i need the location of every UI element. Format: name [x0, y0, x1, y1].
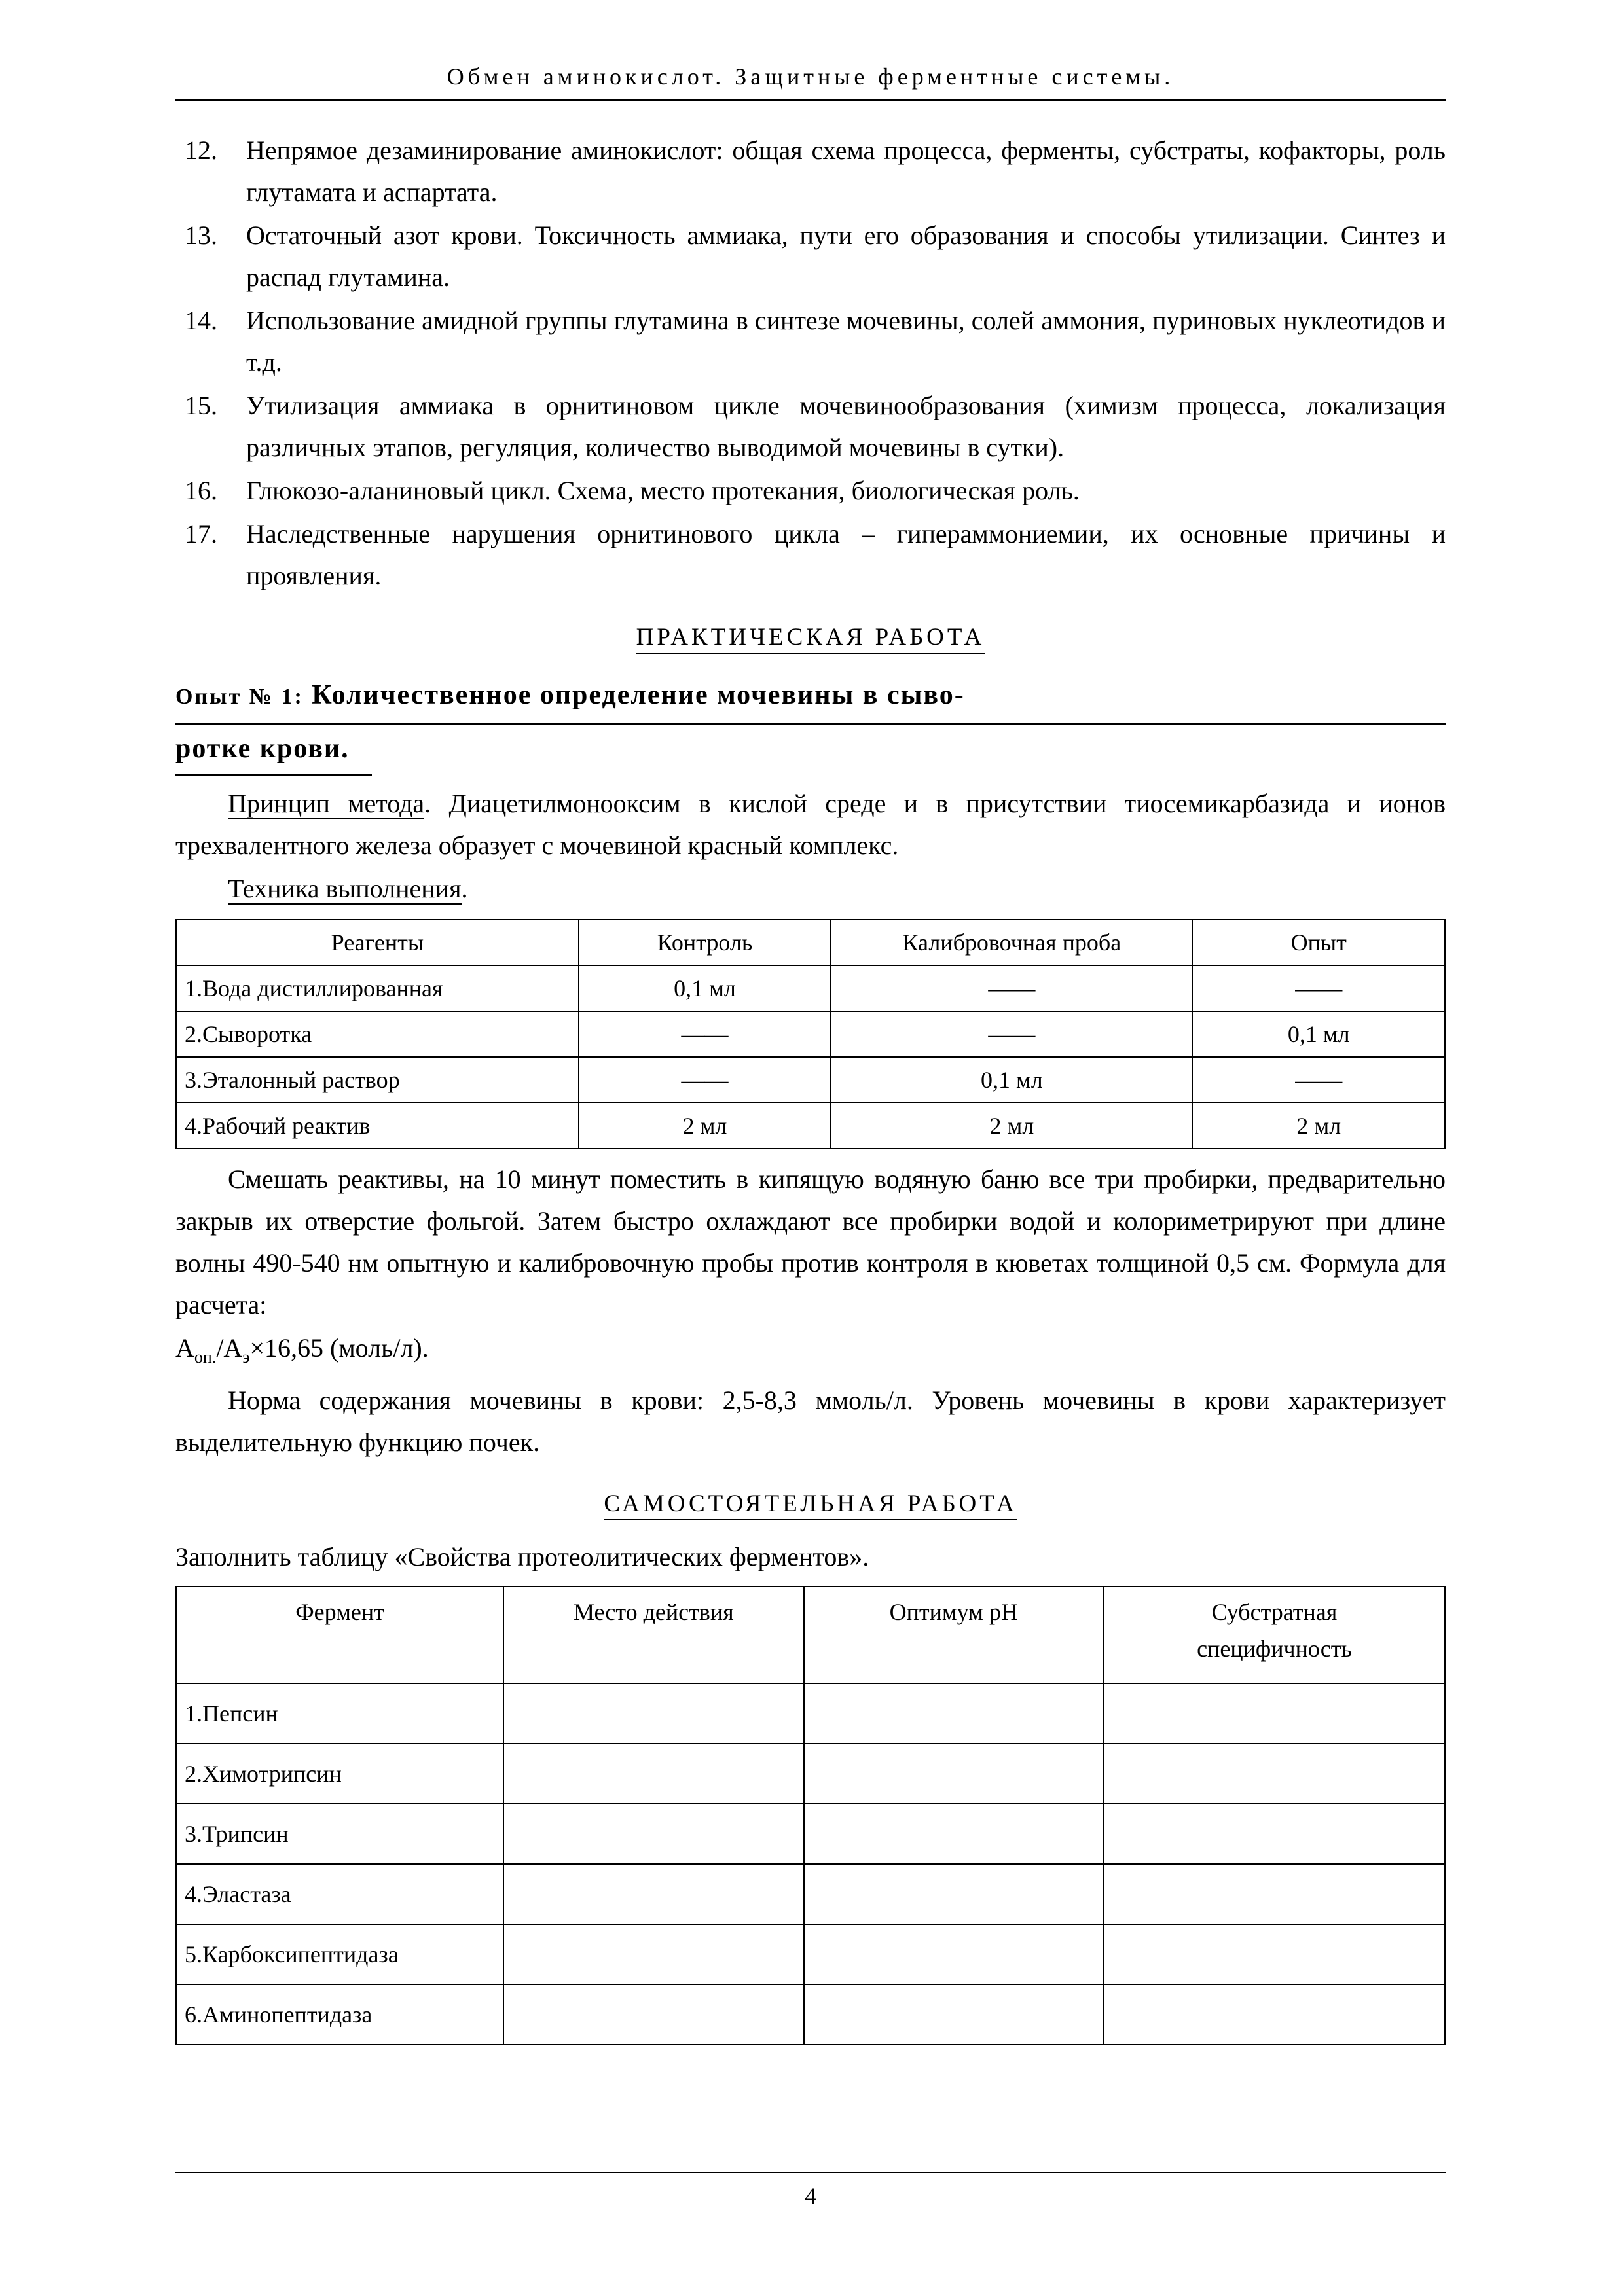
table-row	[176, 1984, 1445, 2045]
experiment-title-text1: Количественное определение мочевины в сыво-	[312, 680, 965, 710]
principle-label: Принцип метода	[228, 789, 425, 818]
cell-specificity[interactable]	[1104, 1804, 1445, 1864]
column-header-ph: Оптимум рН	[804, 1587, 1104, 1683]
table-row	[176, 1744, 1445, 1804]
cell-control: 2 мл	[579, 1103, 831, 1149]
formula-sub-op: оп.	[194, 1348, 217, 1367]
table-header-row	[176, 920, 1445, 965]
cell-site[interactable]	[503, 1744, 803, 1804]
list-item-number: 14.	[185, 306, 217, 335]
column-header-control: Контроль	[579, 920, 831, 965]
experiment-title-line2: ротке крови.	[175, 725, 372, 776]
cell-control: 0,1 мл	[579, 965, 831, 1011]
cell-enzyme-name: 3.Трипсин	[176, 1804, 503, 1864]
list-item-number: 15.	[185, 391, 217, 420]
enzymes-table	[175, 1586, 1446, 2045]
cell-site[interactable]	[503, 1804, 803, 1864]
list-item-number: 13.	[185, 221, 217, 250]
formula-sub-et: э	[242, 1348, 250, 1367]
cell-reagent-name: 1.Вода дистиллированная	[176, 965, 579, 1011]
column-header-specificity-line2: специфичность	[1197, 1636, 1352, 1662]
page-number: 4	[805, 2183, 816, 2209]
list-item-text: Утилизация аммиака в орнитиновом цикле мочевинообразования (химизм процесса, локализация различных этапов, регуляция, количество выводимой мочевины в сутки).	[246, 391, 1446, 462]
column-header-specificity-line1: Субстратная	[1211, 1599, 1338, 1625]
experiment-title-line1	[175, 671, 1446, 725]
table-row	[176, 1057, 1445, 1103]
column-header-site: Место действия	[503, 1587, 803, 1683]
cell-control: ——	[579, 1011, 831, 1057]
cell-specificity[interactable]	[1104, 1683, 1445, 1744]
norm-paragraph: Норма содержания мочевины в крови: 2,5-8,3 ммоль/л. Уровень мочевины в крови характеризует выделительную функцию почек.	[175, 1386, 1446, 1457]
column-header-specificity	[1104, 1587, 1445, 1683]
section-heading-selfwork-text: САМОСТОЯТЕЛЬНАЯ РАБОТА	[604, 1490, 1017, 1520]
table-row	[176, 1924, 1445, 1984]
cell-ph[interactable]	[804, 1804, 1104, 1864]
principle-text: . Диацетилмонооксим в кислой среде и в присутствии тиосемикарбазида и ионов трехвалентного железа образует с мочевиной красный комплекс.	[175, 789, 1446, 860]
cell-reagent-name: 2.Сыворотка	[176, 1011, 579, 1057]
technique-suffix: .	[461, 874, 468, 903]
section-heading-practical-text: ПРАКТИЧЕСКАЯ РАБОТА	[636, 624, 985, 654]
cell-reagent-name: 3.Эталонный раствор	[176, 1057, 579, 1103]
running-head-rule	[175, 99, 1446, 101]
formula-divider: /А	[216, 1333, 243, 1363]
list-item	[175, 215, 1446, 298]
cell-experiment: 0,1 мл	[1192, 1011, 1445, 1057]
cell-ph[interactable]	[804, 1924, 1104, 1984]
table-row	[176, 1011, 1445, 1057]
cell-specificity[interactable]	[1104, 1744, 1445, 1804]
cell-enzyme-name: 5.Карбоксипептидаза	[176, 1924, 503, 1984]
column-header-enzyme: Фермент	[176, 1587, 503, 1683]
running-head-text: Обмен аминокислот. Защитные ферментные системы.	[447, 63, 1175, 90]
question-list	[175, 130, 1446, 597]
table-header-row	[176, 1587, 1445, 1683]
list-item-text: Непрямое дезаминирование аминокислот: общая схема процесса, ферменты, субстраты, кофакторы, роль глутамата и аспартата.	[246, 135, 1446, 207]
formula-a-op: А	[175, 1333, 194, 1363]
section-heading-practical	[175, 623, 1446, 651]
cell-ph[interactable]	[804, 1984, 1104, 2045]
list-item-text: Использование амидной группы глутамина в синтезе мочевины, солей аммония, пуриновых нуклеотидов и т.д.	[246, 306, 1446, 377]
table-row	[176, 1804, 1445, 1864]
page-content	[175, 63, 1446, 2054]
cell-site[interactable]	[503, 1924, 803, 1984]
cell-calibration: 0,1 мл	[831, 1057, 1192, 1103]
cell-control: ——	[579, 1057, 831, 1103]
cell-reagent-name: 4.Рабочий реактив	[176, 1103, 579, 1149]
principle-paragraph	[175, 783, 1446, 867]
column-header-reagents: Реагенты	[176, 920, 579, 965]
cell-ph[interactable]	[804, 1744, 1104, 1804]
procedure-paragraph: Смешать реактивы, на 10 минут поместить в кипящую водяную баню все три пробирки, предварительно закрыв их отверстие фольгой. Затем быстро охлаждают все пробирки водой и колориметрируют при длине волны 490-540 нм опытную и калибровочную пробы против контроля в кюветах толщиной 0,5 см. Формула для расчета:	[175, 1164, 1446, 1319]
reagents-table	[175, 919, 1446, 1149]
list-item	[175, 385, 1446, 469]
list-item	[175, 130, 1446, 213]
list-item-number: 12.	[185, 135, 217, 165]
cell-site[interactable]	[503, 1864, 803, 1924]
list-item-text: Остаточный азот крови. Токсичность аммиака, пути его образования и способы утилизации. Синтез и распад глутамина.	[246, 221, 1446, 292]
cell-experiment: ——	[1192, 965, 1445, 1011]
cell-enzyme-name: 6.Аминопептидаза	[176, 1984, 503, 2045]
cell-enzyme-name: 4.Эластаза	[176, 1864, 503, 1924]
formula-paragraph	[175, 1327, 1446, 1378]
selfwork-instruction: Заполнить таблицу «Свойства протеолитических ферментов».	[175, 1542, 869, 1571]
cell-calibration: ——	[831, 1011, 1192, 1057]
list-item-text: Глюкозо-аланиновый цикл. Схема, место протекания, биологическая роль.	[246, 476, 1080, 505]
footer-rule	[175, 2172, 1446, 2173]
experiment-lead: Опыт № 1:	[175, 685, 304, 709]
running-head	[175, 63, 1446, 101]
cell-enzyme-name: 2.Химотрипсин	[176, 1744, 503, 1804]
table-row	[176, 1103, 1445, 1149]
list-item-number: 17.	[185, 519, 217, 548]
column-header-experiment: Опыт	[1192, 920, 1445, 965]
page-footer	[175, 2172, 1446, 2210]
cell-ph[interactable]	[804, 1864, 1104, 1924]
list-item	[175, 513, 1446, 597]
cell-specificity[interactable]	[1104, 1864, 1445, 1924]
cell-calibration: 2 мл	[831, 1103, 1192, 1149]
list-item-number: 16.	[185, 476, 217, 505]
technique-label: Техника выполнения	[228, 874, 462, 903]
cell-specificity[interactable]	[1104, 1984, 1445, 2045]
cell-site[interactable]	[503, 1683, 803, 1744]
column-header-calibration: Калибровочная проба	[831, 920, 1192, 965]
table-row	[176, 965, 1445, 1011]
cell-calibration: ——	[831, 965, 1192, 1011]
list-item-text: Наследственные нарушения орнитинового цикла – гипераммониемии, их основные причины и проявления.	[246, 519, 1446, 590]
cell-experiment: 2 мл	[1192, 1103, 1445, 1149]
formula-tail: ×16,65 (моль/л).	[249, 1333, 429, 1363]
cell-ph[interactable]	[804, 1683, 1104, 1744]
list-item	[175, 470, 1446, 512]
cell-enzyme-name: 1.Пепсин	[176, 1683, 503, 1744]
cell-specificity[interactable]	[1104, 1924, 1445, 1984]
experiment-title	[175, 671, 1446, 776]
table-row	[176, 1864, 1445, 1924]
cell-site[interactable]	[503, 1984, 803, 2045]
technique-paragraph	[175, 868, 1446, 910]
list-item	[175, 300, 1446, 384]
section-heading-selfwork	[175, 1490, 1446, 1518]
cell-experiment: ——	[1192, 1057, 1445, 1103]
table-row	[176, 1683, 1445, 1744]
